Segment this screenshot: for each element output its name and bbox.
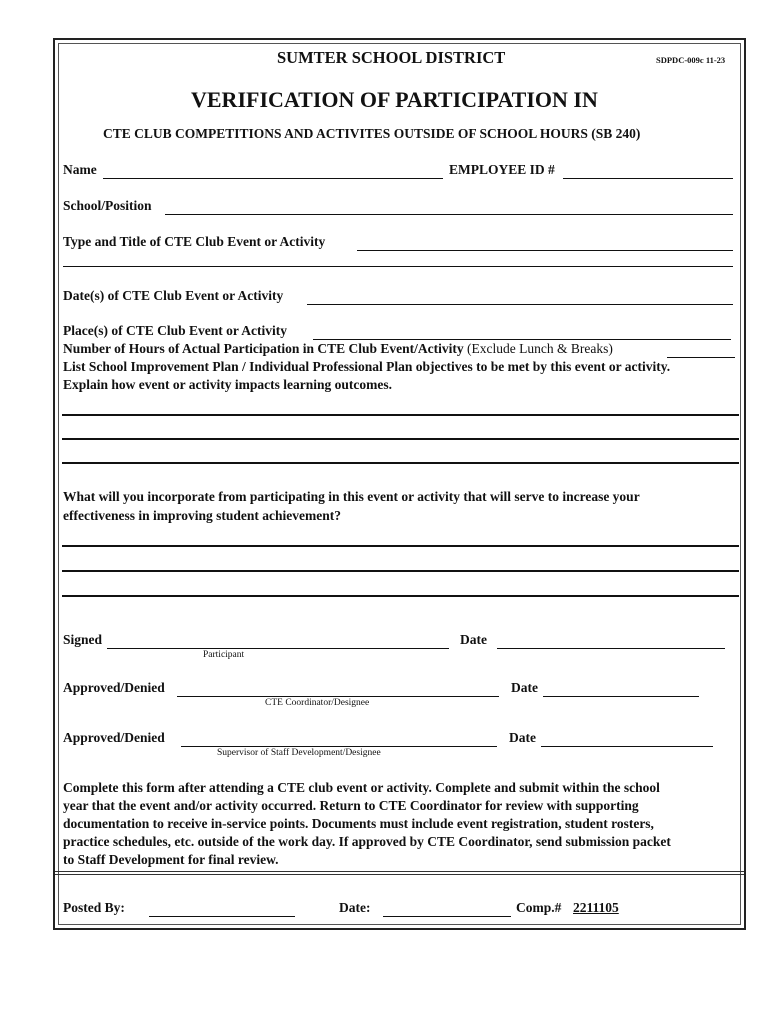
effectiveness-response-line-1[interactable] — [62, 545, 739, 547]
approval-date-field-1[interactable] — [543, 696, 699, 697]
participant-caption: Participant — [203, 650, 245, 660]
approved-denied-label-2: Approved/Denied — [63, 730, 165, 745]
instructions-line-3: documentation to receive in-service points. Documents must include event registration, student rosters, — [63, 816, 654, 831]
form-subtitle: CTE CLUB COMPETITIONS AND ACTIVITES OUTSIDE OF SCHOOL HOURS (SB 240) — [103, 126, 641, 141]
event-type-title-field-2[interactable] — [63, 266, 733, 267]
school-position-label: School/Position — [63, 198, 152, 213]
cte-coordinator-caption: CTE Coordinator/Designee — [265, 698, 370, 708]
hours-note: (Exclude Lunch & Breaks) — [467, 341, 613, 356]
objectives-response-line-1[interactable] — [62, 414, 739, 416]
effectiveness-question-line-2: effectiveness in improving student achievement? — [63, 508, 341, 523]
form-code: SDPDC-009c 11-23 — [656, 55, 726, 65]
signed-date-label: Date — [460, 632, 487, 647]
form-frame — [53, 38, 746, 930]
objectives-response-line-3[interactable] — [62, 462, 739, 464]
form-title: VERIFICATION OF PARTICIPATION IN — [191, 87, 598, 112]
supervisor-caption: Supervisor of Staff Development/Designee — [217, 748, 381, 758]
impact-instruction: Explain how event or activity impacts learning outcomes. — [63, 377, 392, 392]
instructions-line-4: practice schedules, etc. outside of the work day. If approved by CTE Coordinator, send submission packet — [63, 834, 671, 849]
effectiveness-response-line-3[interactable] — [62, 595, 739, 597]
participant-signature-field[interactable] — [107, 648, 449, 649]
event-dates-label: Date(s) of CTE Club Event or Activity — [63, 288, 284, 303]
effectiveness-question-line-1: What will you incorporate from participating in this event or activity that will serve to increase your — [63, 489, 640, 504]
comp-number-value: 2211105 — [573, 900, 619, 915]
comp-number-label: Comp.# — [516, 900, 562, 915]
posted-by-label: Posted By: — [63, 900, 125, 915]
footer-date-label: Date: — [339, 900, 371, 915]
instructions-line-2: year that the event and/or activity occurred. Return to CTE Coordinator for review with supporting — [63, 798, 639, 813]
school-position-field[interactable] — [165, 214, 733, 215]
event-places-field[interactable] — [313, 339, 731, 340]
cte-coordinator-signature-field[interactable] — [177, 696, 499, 697]
district-name: SUMTER SCHOOL DISTRICT — [277, 48, 506, 67]
event-places-label: Place(s) of CTE Club Event or Activity — [63, 323, 287, 338]
hours-label — [63, 341, 613, 357]
supervisor-signature-field[interactable] — [181, 746, 497, 747]
event-dates-field[interactable] — [307, 304, 733, 305]
footer-divider-inner — [55, 874, 744, 875]
footer-divider — [55, 871, 744, 872]
name-label: Name — [63, 162, 97, 177]
employee-id-field[interactable] — [563, 178, 733, 179]
objectives-response-line-2[interactable] — [62, 438, 739, 440]
hours-field[interactable] — [667, 357, 735, 358]
approval-date-label-1: Date — [511, 680, 538, 695]
name-field[interactable] — [103, 178, 443, 179]
approved-denied-label-1: Approved/Denied — [63, 680, 165, 695]
signed-date-field[interactable] — [497, 648, 725, 649]
footer-date-field[interactable] — [383, 916, 511, 917]
event-type-title-label: Type and Title of CTE Club Event or Activity — [63, 234, 326, 249]
hours-label-text: Number of Hours of Actual Participation in CTE Club Event/Activity — [63, 341, 464, 356]
posted-by-field[interactable] — [149, 916, 295, 917]
effectiveness-response-line-2[interactable] — [62, 570, 739, 572]
approval-date-label-2: Date — [509, 730, 536, 745]
signed-label: Signed — [63, 632, 103, 647]
employee-id-label: EMPLOYEE ID # — [449, 162, 555, 177]
instructions-line-5: to Staff Development for final review. — [63, 852, 279, 867]
objectives-instruction: List School Improvement Plan / Individual Professional Plan objectives to be met by this event or activity. — [63, 359, 671, 374]
approval-date-field-2[interactable] — [541, 746, 713, 747]
instructions-line-1: Complete this form after attending a CTE club event or activity. Complete and submit within the school — [63, 780, 660, 795]
event-type-title-field[interactable] — [357, 250, 733, 251]
